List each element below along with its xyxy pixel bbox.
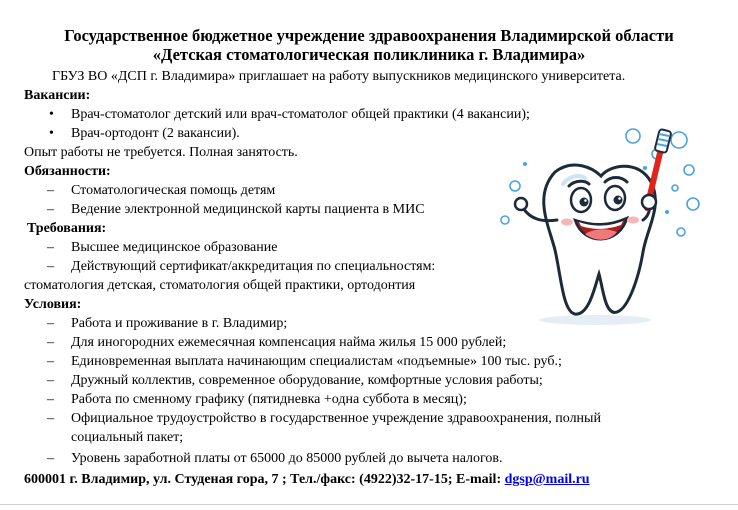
vacancies-note: Опыт работы не требуется. Полная занятость.	[24, 145, 298, 160]
contact-address: 600001 г. Владимир, ул. Студеная гора, 7 ; Тел./факс: (4922)32-17-15; E-mail:	[24, 472, 505, 487]
bullet-dot-icon: •	[49, 126, 54, 141]
intro-text: ГБУЗ ВО «ДСП г. Владимира» приглашает на работу выпускников медицинского университета.	[52, 69, 626, 84]
email-link[interactable]: dgsp@mail.ru	[504, 472, 590, 487]
requirement-continuation: стоматология детская, стоматология общей практики, ортодонтия	[24, 278, 416, 293]
condition-item: Работа и проживание в г. Владимир;	[71, 316, 288, 331]
document-title-line2: «Детская стоматологическая поликлиника г. Владимира»	[152, 45, 586, 64]
condition-item: Уровень заработной платы от 65000 до 85000 рублей до вычета налогов.	[71, 451, 503, 466]
dash-icon: –	[47, 183, 54, 198]
conditions-heading: Условия:	[24, 297, 82, 312]
condition-item: Для иногородних ежемесячная компенсация найма жилья 15 000 рублей;	[71, 335, 507, 350]
dash-icon: –	[47, 259, 54, 274]
page-bottom-divider	[0, 504, 738, 505]
condition-item: Единовременная выплата начинающим специалистам «подъемные» 100 тыс. руб.;	[71, 354, 562, 369]
duty-item: Ведение электронной медицинской карты пациента в МИС	[71, 202, 425, 217]
bullet-dot-icon: •	[49, 107, 54, 122]
condition-item: Официальное трудоустройство в государственное учреждение здравоохранения, полный	[71, 411, 601, 426]
dash-icon: –	[47, 373, 54, 388]
dash-icon: –	[47, 316, 54, 331]
condition-item-continuation: социальный пакет;	[71, 430, 184, 445]
condition-item: Дружный коллектив, современное оборудование, комфортные условия работы;	[71, 373, 543, 388]
dash-icon: –	[47, 451, 54, 466]
contact-footer	[24, 471, 590, 488]
vacancy-item: Врач-стоматолог детский или врач-стоматолог общей практики (4 вакансии);	[71, 107, 530, 122]
vacancies-heading: Вакансии:	[24, 88, 91, 103]
requirement-item: Действующий сертификат/аккредитация по специальностям:	[71, 259, 436, 274]
smiling-tooth-toothbrush-illustration	[497, 124, 701, 328]
requirements-heading: Требования:	[27, 221, 107, 236]
dash-icon: –	[47, 411, 54, 426]
dash-icon: –	[47, 202, 54, 217]
vacancy-item: Врач-ортодонт (2 вакансии).	[71, 126, 240, 141]
dash-icon: –	[47, 354, 54, 369]
requirement-item: Высшее медицинское образование	[71, 240, 278, 255]
condition-item: Работа по сменному графику (пятидневка +одна суббота в месяц);	[71, 392, 467, 407]
dash-icon: –	[47, 240, 54, 255]
dash-icon: –	[47, 335, 54, 350]
dash-icon: –	[47, 392, 54, 407]
duty-item: Стоматологическая помощь детям	[71, 183, 276, 198]
document-title-line1: Государственное бюджетное учреждение здравоохранения Владимирской области	[64, 26, 674, 45]
duties-heading: Обязанности:	[24, 164, 111, 179]
